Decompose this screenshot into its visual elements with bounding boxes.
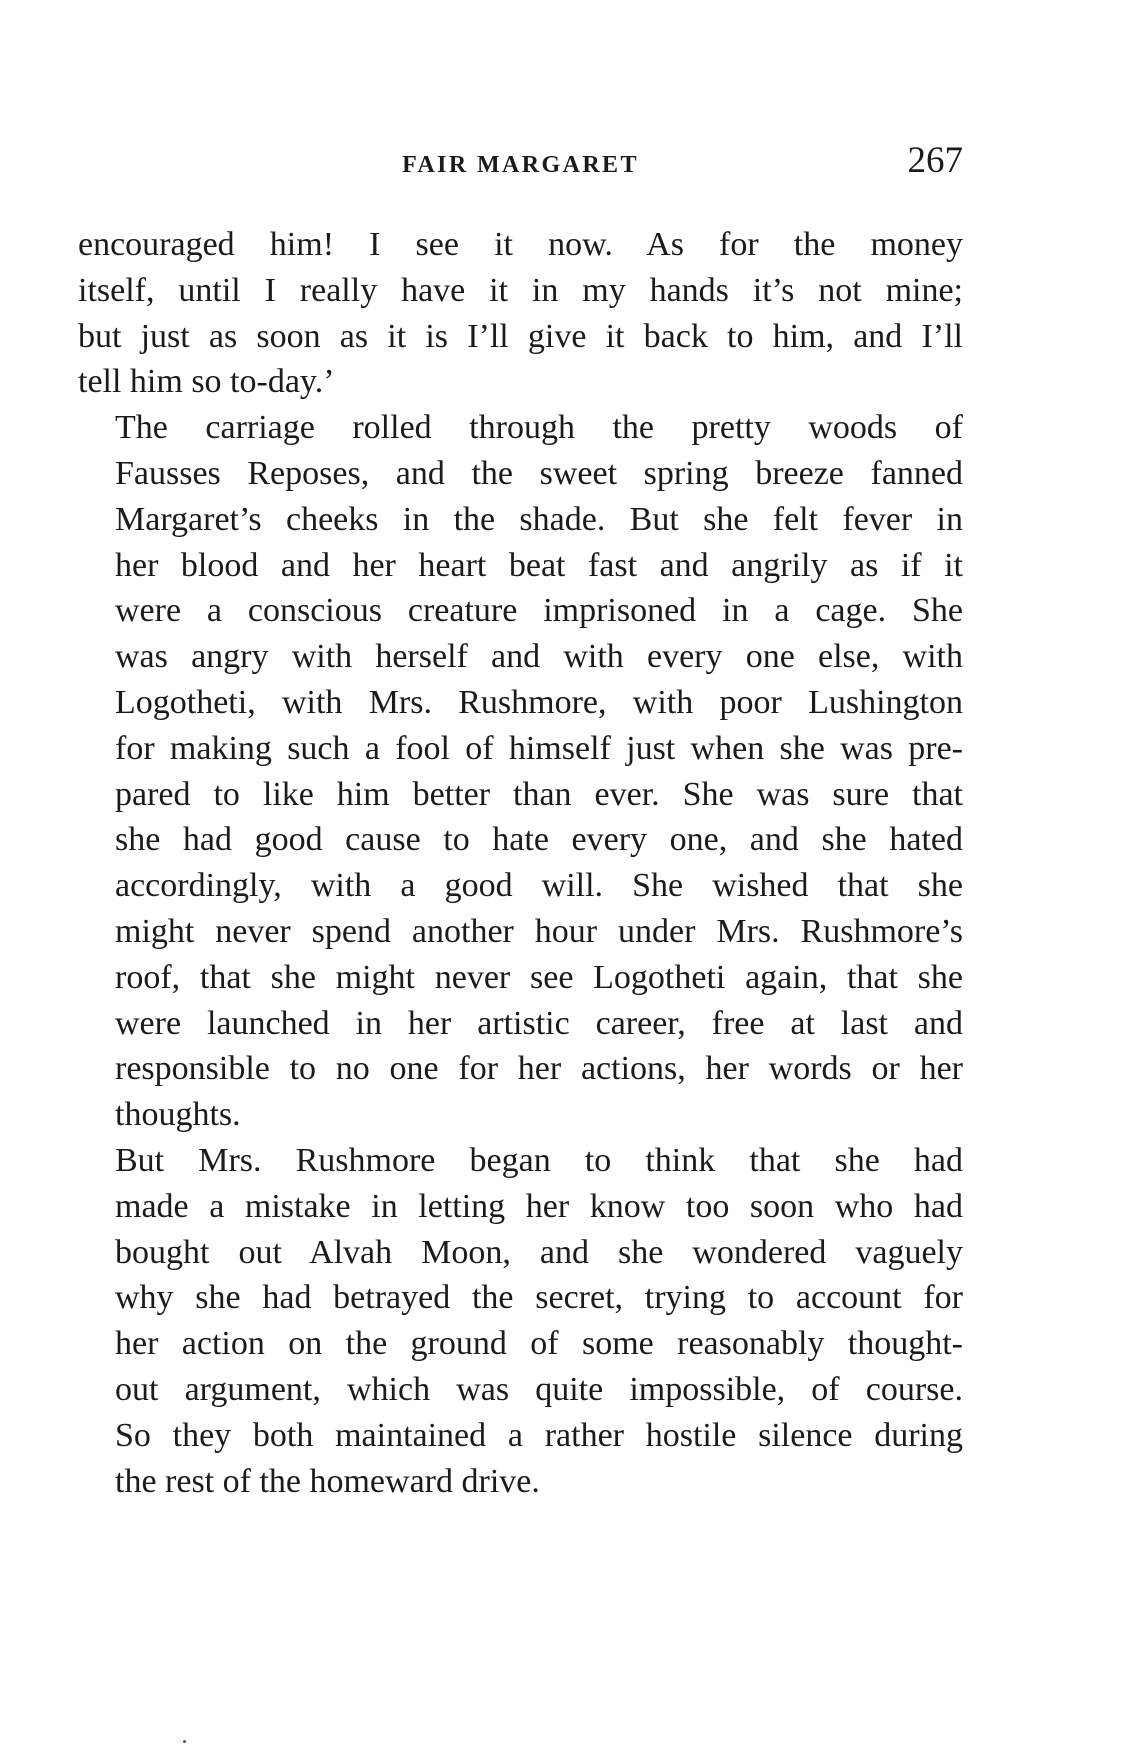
text-line: tell him so to-day.’ bbox=[78, 363, 335, 401]
paragraph-3 bbox=[78, 1138, 963, 1504]
text-line: responsible to no one for her actions, her words or her bbox=[115, 1050, 963, 1088]
paragraph-2 bbox=[78, 405, 963, 1138]
body-text bbox=[78, 222, 963, 1504]
text-line: encouraged him! I see it now. As for the money bbox=[78, 226, 963, 263]
text-line: the rest of the homeward drive. bbox=[115, 1462, 540, 1500]
text-line: why she had betrayed the secret, trying to account for bbox=[115, 1279, 963, 1317]
text-line: accordingly, with a good will. She wished that she bbox=[115, 867, 963, 905]
text-line: Fausses Reposes, and the sweet spring breeze fanned bbox=[115, 454, 963, 492]
page-number: 267 bbox=[907, 140, 963, 181]
text-line: was angry with herself and with every one else, with bbox=[115, 638, 963, 676]
text-line: made a mistake in letting her know too soon who had bbox=[115, 1187, 963, 1225]
text-line: itself, until I really have it in my hands it’s not mine; bbox=[78, 271, 963, 309]
text-line: her action on the ground of some reasonably thought- bbox=[115, 1325, 963, 1363]
text-line: she had good cause to hate every one, and she hated bbox=[115, 821, 963, 859]
text-line: for making such a fool of himself just when she was pre- bbox=[115, 729, 963, 767]
text-line: The carriage rolled through the pretty woods of bbox=[115, 409, 963, 447]
text-line: but just as soon as it is I’ll give it back to him, and I’ll bbox=[78, 317, 963, 355]
text-line: were launched in her artistic career, free at last and bbox=[115, 1004, 963, 1042]
text-line: pared to like him better than ever. She was sure that bbox=[115, 775, 963, 813]
text-line: were a conscious creature imprisoned in a cage. She bbox=[115, 592, 963, 630]
print-speck bbox=[183, 1740, 186, 1743]
text-line: out argument, which was quite impossible, of course. bbox=[115, 1370, 963, 1408]
text-line: roof, that she might never see Logotheti again, that she bbox=[115, 958, 963, 996]
text-line: But Mrs. Rushmore began to think that she had bbox=[115, 1141, 963, 1179]
running-head bbox=[78, 140, 963, 190]
text-line: bought out Alvah Moon, and she wondered vaguely bbox=[115, 1233, 963, 1271]
text-line: might never spend another hour under Mrs. Rushmore’s bbox=[115, 912, 963, 950]
text-line: Logotheti, with Mrs. Rushmore, with poor Lushington bbox=[115, 683, 963, 721]
running-title: FAIR MARGARET bbox=[402, 152, 639, 178]
paragraph-1 bbox=[78, 222, 963, 405]
text-line: So they both maintained a rather hostile silence during bbox=[115, 1416, 963, 1454]
text-line: her blood and her heart beat fast and angrily as if it bbox=[115, 546, 963, 584]
text-line: Margaret’s cheeks in the shade. But she felt fever in bbox=[115, 500, 963, 538]
text-line: thoughts. bbox=[115, 1096, 241, 1134]
